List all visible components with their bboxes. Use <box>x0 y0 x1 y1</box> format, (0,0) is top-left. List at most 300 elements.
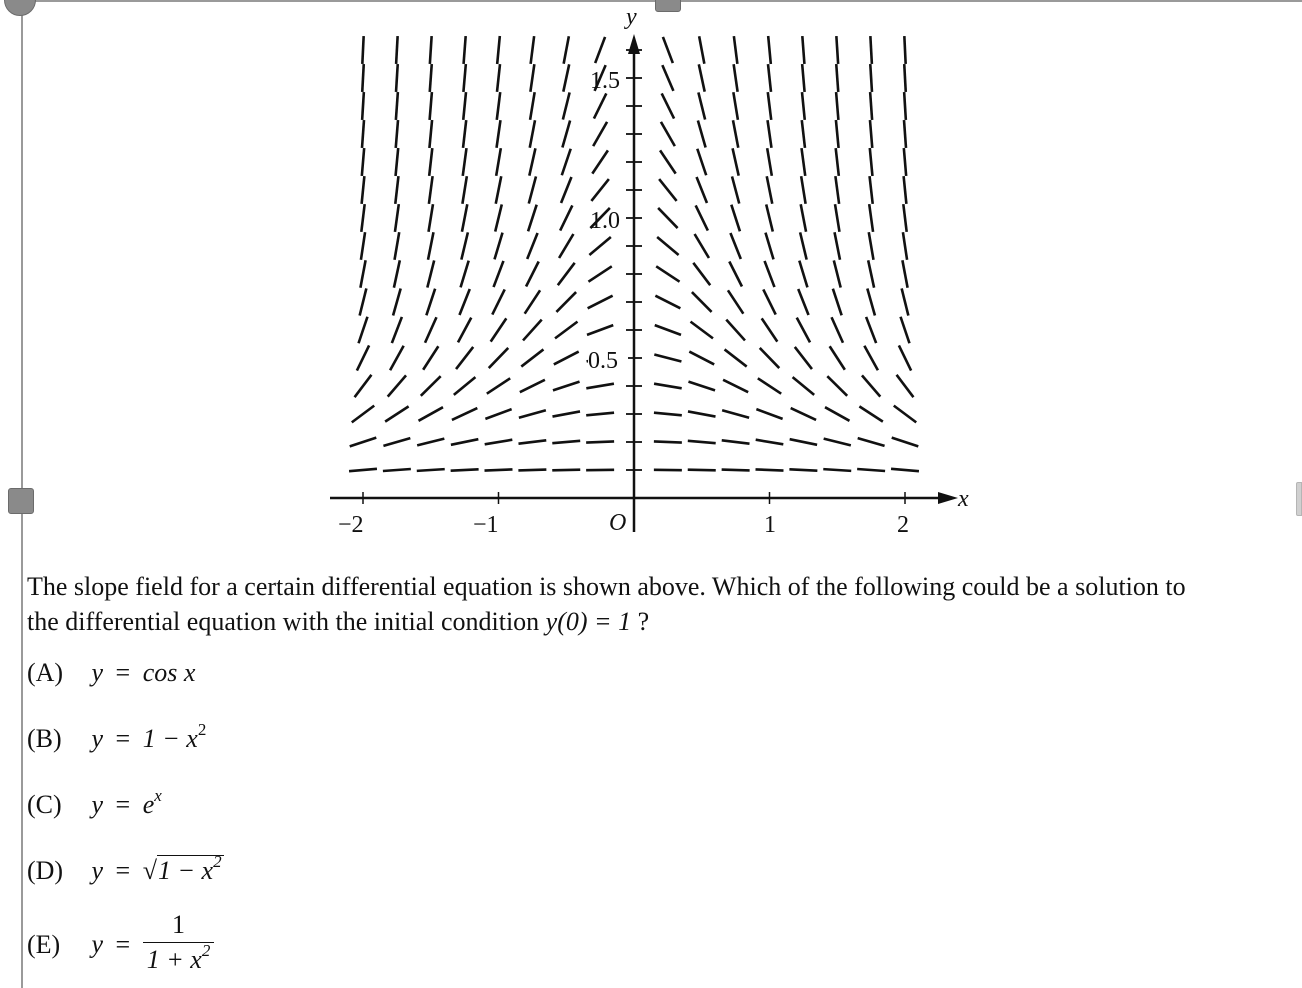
slope-segment <box>530 120 535 148</box>
choice-lhs: y <box>91 724 104 753</box>
choice-lhs: y <box>91 658 104 687</box>
slope-segment <box>451 469 479 470</box>
slope-segment <box>693 263 710 285</box>
y-tick-label-0.5: 0.5 <box>588 348 618 374</box>
right-resize-handle[interactable] <box>1296 482 1302 516</box>
slope-segment <box>688 441 716 443</box>
slope-segment <box>421 376 441 396</box>
slope-segment <box>654 441 682 442</box>
slope-segment <box>725 349 747 366</box>
slope-segment <box>552 411 580 416</box>
slope-segment <box>823 469 851 471</box>
slope-segment <box>497 120 501 148</box>
choice-equals: = <box>115 658 131 687</box>
slope-segment <box>654 384 682 389</box>
y-axis-label: y <box>626 4 637 30</box>
choice-b[interactable] <box>27 720 207 754</box>
slope-segment <box>733 120 738 148</box>
slope-segment <box>698 92 705 119</box>
slope-segment <box>722 410 749 418</box>
slope-segment <box>360 288 367 315</box>
denominator-exponent: 2 <box>201 941 211 960</box>
slope-segment <box>663 37 673 63</box>
slope-segment <box>728 290 743 313</box>
slope-segment <box>463 148 467 176</box>
slope-segment <box>518 440 546 443</box>
slope-segment <box>362 92 364 120</box>
slope-segment <box>458 318 471 343</box>
slope-segment <box>730 233 740 259</box>
slope-segment <box>834 260 841 287</box>
slope-segment <box>459 289 469 315</box>
slope-segment <box>362 36 363 64</box>
slope-segment <box>802 92 805 120</box>
slope-segment <box>699 36 704 64</box>
slope-segment <box>756 440 784 445</box>
slope-segment <box>497 64 500 92</box>
slope-segment <box>732 176 739 203</box>
x-axis-arrow-icon <box>938 492 958 504</box>
slope-segment <box>485 409 511 419</box>
radicand-exponent: 2 <box>213 852 222 871</box>
slope-segment <box>586 384 614 389</box>
slope-segment <box>462 204 467 231</box>
slope-segment <box>558 263 575 285</box>
slope-segment <box>461 232 468 259</box>
slope-segment <box>800 232 807 259</box>
slope-segment <box>395 176 398 204</box>
slope-segment <box>529 176 536 203</box>
slope-segment <box>554 352 579 365</box>
slope-segment <box>552 441 580 443</box>
slope-segment <box>859 406 882 421</box>
slope-segment <box>733 148 739 175</box>
slope-segment <box>836 64 838 92</box>
slope-segment <box>383 469 411 471</box>
choice-equals: = <box>115 724 131 753</box>
slope-segment <box>529 148 535 175</box>
slope-segment <box>463 120 466 148</box>
slope-segment <box>768 92 771 120</box>
slope-segment <box>697 177 707 203</box>
slope-segment <box>396 148 399 176</box>
question-line-1: The slope field for a certain differential equation is shown above. Which of the following could be a solution to <box>27 572 1186 601</box>
radicand-base: 1 − x <box>158 856 214 885</box>
choice-e[interactable] <box>27 912 214 977</box>
slope-segment <box>552 470 580 471</box>
slope-segment <box>870 148 873 176</box>
slope-segment <box>870 92 872 120</box>
slope-segment <box>904 64 906 92</box>
slope-segment <box>496 148 501 176</box>
slope-segment <box>587 325 613 335</box>
slope-segment <box>417 469 445 471</box>
slope-segment <box>697 149 706 176</box>
slope-segment <box>722 470 750 471</box>
choice-equals: = <box>115 790 131 819</box>
slope-segment <box>485 469 513 470</box>
slope-segment <box>350 438 377 447</box>
radicand <box>157 852 224 885</box>
slope-segment <box>768 120 772 148</box>
slope-segment <box>454 377 476 395</box>
slope-segment <box>559 234 573 258</box>
slope-segment <box>756 469 784 470</box>
slope-segment <box>802 148 806 176</box>
slope-segment <box>430 36 432 64</box>
slope-segment <box>521 349 543 366</box>
x-axis-label: x <box>958 486 969 512</box>
slope-segment <box>656 266 679 281</box>
choice-letter: (E) <box>27 929 61 959</box>
question-text <box>27 569 1299 639</box>
slope-segment <box>595 37 605 63</box>
slope-segment <box>660 150 676 173</box>
slope-segment <box>392 317 402 343</box>
slope-segment <box>530 92 535 120</box>
slope-segment <box>734 36 738 64</box>
slope-segment <box>388 375 406 396</box>
slope-segment <box>527 233 537 259</box>
slope-segment <box>902 288 909 315</box>
slope-segment <box>723 380 748 392</box>
slope-segment <box>857 469 885 471</box>
slope-segment <box>555 322 577 339</box>
choice-letter: (B) <box>27 724 62 753</box>
slope-segment <box>654 413 682 416</box>
slope-segment <box>858 438 885 446</box>
x-tick-label-neg1: −1 <box>473 512 499 538</box>
fraction-denominator <box>143 943 215 975</box>
slope-segment <box>385 406 408 421</box>
initial-condition: y(0) = 1 <box>545 607 632 636</box>
x-tick-label-1: 1 <box>764 512 776 538</box>
slope-segment <box>491 318 507 341</box>
slope-segment <box>836 92 838 120</box>
slope-segment <box>586 413 614 416</box>
slope-segment <box>765 233 773 260</box>
slope-segment <box>827 376 847 396</box>
slope-segment <box>562 121 570 148</box>
slope-segment <box>362 176 365 204</box>
slope-segment <box>767 176 773 203</box>
choice-d[interactable] <box>27 852 224 886</box>
slope-segment <box>795 347 812 369</box>
slope-segment <box>798 289 808 315</box>
slope-segment <box>530 64 534 92</box>
slope-segment <box>393 289 401 316</box>
slope-segment <box>767 148 772 176</box>
slope-segment <box>564 36 569 64</box>
slope-segment <box>904 92 906 120</box>
slope-segment <box>799 261 807 288</box>
slope-segment <box>489 348 508 368</box>
y-tick-label-1.5: 1.5 <box>590 68 620 94</box>
slope-segment <box>699 64 705 91</box>
slope-segment <box>830 346 845 370</box>
slope-segment <box>492 289 504 314</box>
slope-segment <box>862 375 880 396</box>
slope-segment <box>561 177 571 203</box>
slope-segment <box>734 64 738 92</box>
slope-segment <box>835 232 840 259</box>
x-tick-label-2: 2 <box>897 512 909 538</box>
choice-exponent: x <box>154 786 162 805</box>
slope-segment <box>461 261 469 288</box>
slope-segment <box>362 64 364 92</box>
slope-segment <box>383 438 410 446</box>
slope-segment <box>870 120 872 148</box>
origin-label: O <box>609 510 627 536</box>
slope-segment <box>722 440 750 443</box>
slope-segment <box>591 179 608 201</box>
x-tick-label-neg2: −2 <box>338 512 364 538</box>
slope-segment <box>594 93 606 118</box>
slope-segment <box>495 204 502 231</box>
slope-segment <box>426 289 435 316</box>
slope-segment <box>531 36 535 64</box>
slope-segment <box>797 318 810 343</box>
slope-segment <box>902 260 907 288</box>
slope-segment <box>758 378 781 393</box>
slope-segment <box>560 205 572 230</box>
slope-segment <box>897 375 914 397</box>
slope-segment <box>698 121 706 148</box>
slope-segment <box>562 149 571 176</box>
choice-equals: = <box>115 856 131 885</box>
slope-segment <box>593 122 607 146</box>
slope-segment <box>657 237 678 255</box>
slope-segment <box>869 204 873 232</box>
slope-segment <box>899 345 911 370</box>
fraction-numerator: 1 <box>143 910 215 943</box>
slope-segment <box>868 260 874 287</box>
slope-segment <box>429 148 432 176</box>
slope-segment <box>485 440 513 445</box>
slope-segment <box>802 120 805 148</box>
slope-segment <box>691 322 713 339</box>
slope-segment <box>655 296 680 309</box>
slope-segment <box>553 382 580 391</box>
slope-segment <box>396 120 398 148</box>
slope-segment <box>360 260 365 288</box>
slope-segment <box>894 406 916 423</box>
slope-segment <box>588 296 613 309</box>
choice-c[interactable] <box>27 786 162 820</box>
slope-segment <box>768 64 771 92</box>
slope-segment <box>487 378 510 393</box>
slope-segment <box>802 64 804 92</box>
slope-segment <box>349 469 377 471</box>
slope-segment <box>658 208 677 228</box>
slope-segment <box>463 92 466 120</box>
slope-segment <box>655 325 681 335</box>
slope-segment <box>836 148 839 176</box>
slope-segment <box>904 176 907 204</box>
slope-segment <box>833 289 842 316</box>
choice-lhs: y <box>91 790 104 819</box>
slope-segment <box>832 317 843 343</box>
slope-segment <box>497 92 500 120</box>
slope-segment <box>729 262 742 287</box>
slope-segment <box>592 150 608 173</box>
slope-segment <box>497 36 500 64</box>
choice-exponent: 2 <box>197 720 207 739</box>
slope-segment <box>731 205 740 232</box>
slope-segment <box>519 410 546 418</box>
slope-segment <box>891 469 919 471</box>
question-line-2: the differential equation with the initial condition <box>27 607 546 636</box>
slope-segment <box>390 346 404 371</box>
slope-segment <box>362 120 364 148</box>
slope-segment <box>688 411 716 416</box>
slope-segment <box>417 439 444 446</box>
slope-segment <box>456 347 473 369</box>
slope-segment <box>396 64 398 92</box>
left-resize-handle[interactable] <box>8 488 34 514</box>
slope-segment <box>528 205 537 232</box>
slope-segment <box>756 409 782 419</box>
slope-segment <box>836 36 838 64</box>
fraction <box>143 910 215 975</box>
slope-segment <box>428 232 433 259</box>
slope-segment <box>793 377 815 395</box>
choice-letter: (C) <box>27 790 62 819</box>
choice-lhs: y <box>91 856 104 885</box>
slope-segment <box>429 176 433 204</box>
slope-segment <box>661 122 675 146</box>
slope-segment <box>904 36 905 64</box>
slope-segment <box>836 120 839 148</box>
slope-segment <box>790 439 817 445</box>
slope-segment <box>867 289 875 316</box>
slope-segment <box>523 320 542 341</box>
slope-segment <box>586 441 614 442</box>
slope-field-graph <box>300 0 1000 545</box>
y-tick-label-1.0: 1.0 <box>590 208 620 234</box>
slope-segment <box>419 407 443 421</box>
question-line-2-end: ? <box>631 607 650 636</box>
choice-letter: (A) <box>27 658 64 687</box>
slope-segment <box>762 318 778 341</box>
slope-segment <box>396 36 398 64</box>
slope-segment <box>494 233 502 260</box>
slope-segment <box>355 375 372 397</box>
slope-segment <box>430 64 432 92</box>
denominator-base: 1 + x <box>146 945 202 974</box>
slope-segment <box>765 261 775 287</box>
slope-segment <box>589 237 610 255</box>
choice-rhs: 1 − x <box>142 724 198 753</box>
slope-segment <box>494 261 504 287</box>
choice-rhs: cos x <box>142 658 196 687</box>
slope-segment <box>394 260 400 287</box>
slope-segment <box>496 176 502 203</box>
slope-segment <box>451 439 478 445</box>
corner-resize-handle[interactable] <box>4 0 36 16</box>
slope-segment <box>588 266 611 281</box>
slope-segment <box>357 345 369 370</box>
slope-segment <box>662 93 674 118</box>
slope-segment <box>726 320 745 341</box>
slope-segment <box>689 352 714 365</box>
slope-segment <box>361 232 365 260</box>
slope-segment <box>395 204 399 232</box>
slope-segment <box>768 36 771 64</box>
slope-segment <box>866 317 876 343</box>
y-axis-arrow-icon <box>628 34 640 54</box>
slope-segment <box>429 204 433 232</box>
slope-segment <box>430 92 432 120</box>
slope-segment <box>904 148 906 176</box>
slope-segment <box>903 232 907 260</box>
slope-segment <box>429 120 432 148</box>
slope-segment <box>892 438 919 447</box>
choice-rhs: e <box>142 790 155 819</box>
slope-segment <box>525 290 540 313</box>
slope-segment <box>801 176 805 204</box>
choice-equals: = <box>115 929 131 959</box>
slope-segment <box>904 120 906 148</box>
radical-sign-icon: √ <box>142 856 157 885</box>
slope-segment <box>692 292 712 312</box>
slope-segment <box>835 176 839 204</box>
slope-segment <box>396 92 398 120</box>
slope-segment <box>464 36 466 64</box>
slope-segment <box>425 317 436 343</box>
slope-segment <box>395 232 400 260</box>
slope-segment <box>520 380 545 392</box>
slope-segment <box>463 64 465 92</box>
slope-segment <box>696 205 708 230</box>
slope-segment <box>869 232 874 260</box>
slope-segment <box>733 92 738 120</box>
choice-letter: (D) <box>27 856 64 885</box>
slope-segment <box>688 382 715 391</box>
slope-segment <box>359 317 368 344</box>
choice-lhs: y <box>91 929 104 959</box>
slope-segment <box>659 179 676 201</box>
slope-segment <box>903 204 906 232</box>
slope-segment <box>835 204 839 232</box>
slope-segment <box>563 64 569 91</box>
slope-segment <box>361 204 364 232</box>
slope-segment <box>870 64 872 92</box>
slope-segment <box>518 470 546 471</box>
slope-segment <box>526 262 539 287</box>
slope-segment <box>901 317 910 344</box>
slope-segment <box>662 65 673 91</box>
slope-segment <box>801 204 806 231</box>
slope-segment <box>802 36 804 64</box>
slope-segment <box>423 346 438 370</box>
slope-segment <box>563 92 570 119</box>
slope-segment <box>870 176 873 204</box>
slope-segment <box>870 36 872 64</box>
slope-segment <box>760 348 779 368</box>
slope-segment <box>556 292 576 312</box>
slope-segment <box>789 469 817 470</box>
slope-segment <box>452 408 477 420</box>
slope-segment <box>763 289 775 314</box>
slope-segment <box>825 407 849 421</box>
slope-segment <box>688 470 716 471</box>
slope-segment <box>362 148 364 176</box>
slope-segment <box>352 406 374 423</box>
choice-a[interactable] <box>27 658 195 688</box>
slope-segment <box>824 439 851 446</box>
slope-segment <box>695 234 709 258</box>
